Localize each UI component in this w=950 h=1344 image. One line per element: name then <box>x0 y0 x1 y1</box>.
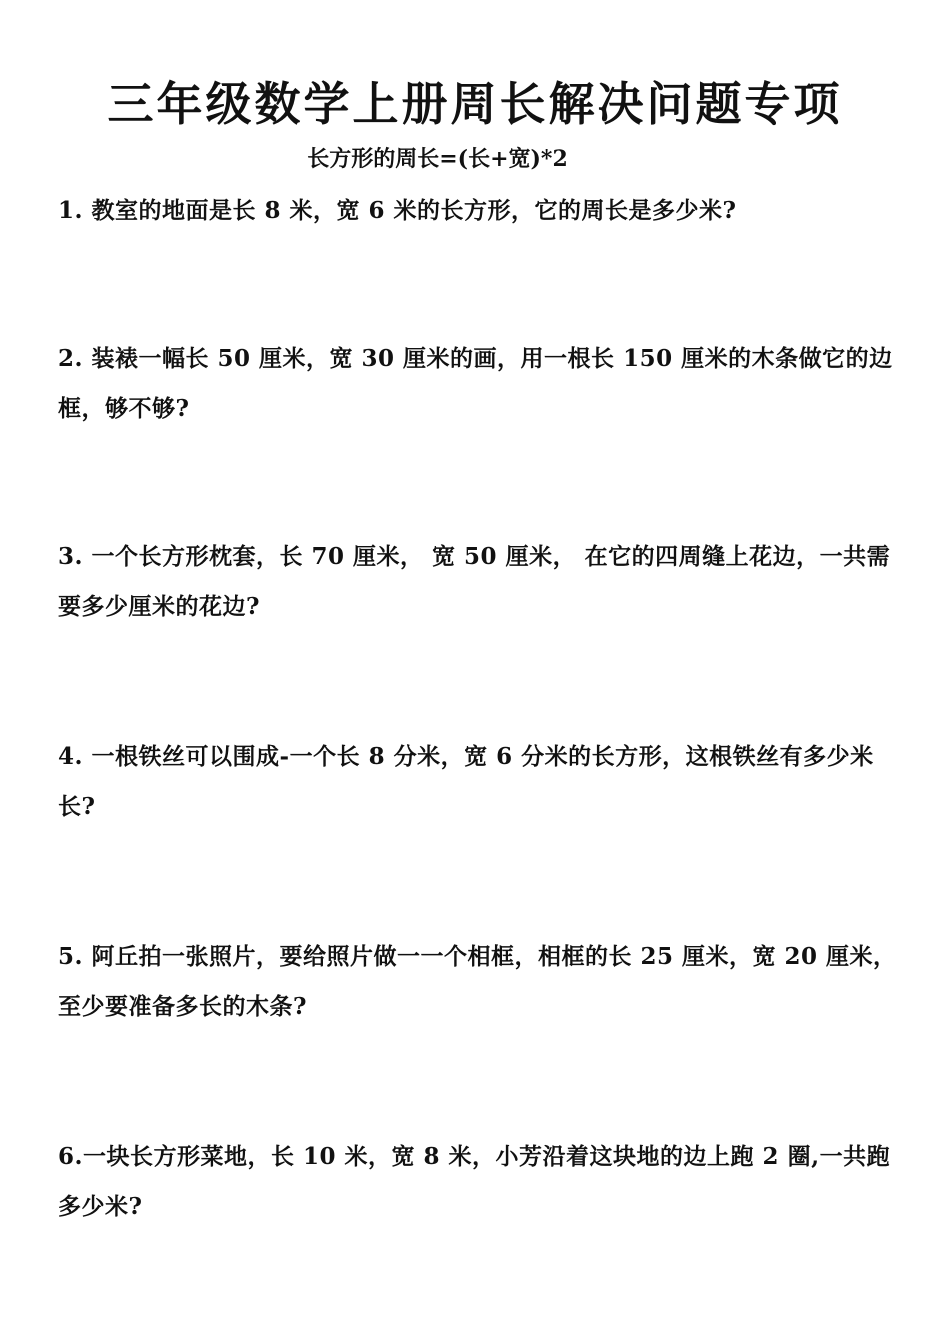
page-title: 三年级数学上册周长解决问题专项 <box>107 76 843 131</box>
question-3: 3. 一个长方形枕套，长 70 厘米， 宽 50 厘米， 在它的四周缝上花边，一共需要多少厘米的花边? <box>58 543 891 620</box>
question-5: 5. 阿丘拍一张照片，要给照片做一一个相框，相框的长 25 厘米，宽 20 厘米，至少要准备多长的木条? <box>58 943 897 1020</box>
perimeter-formula: 长方形的周长=(长+宽)*2 <box>307 146 568 172</box>
question-1: 1. 教室的地面是长 8 米，宽 6 米的长方形，它的周长是多少米? <box>58 197 737 224</box>
question-4: 4. 一根铁丝可以围成-一个长 8 分米，宽 6 分米的长方形，这根铁丝有多少米长? <box>58 743 874 820</box>
question-6: 6.一块长方形菜地，长 10 米，宽 8 米，小芳沿着这块地的边上跑 2 圈,一共跑多少米? <box>58 1143 891 1220</box>
question-2: 2. 装裱一幅长 50 厘米，宽 30 厘米的画，用一根长 150 厘米的木条做它的边框，够不够? <box>58 345 893 422</box>
